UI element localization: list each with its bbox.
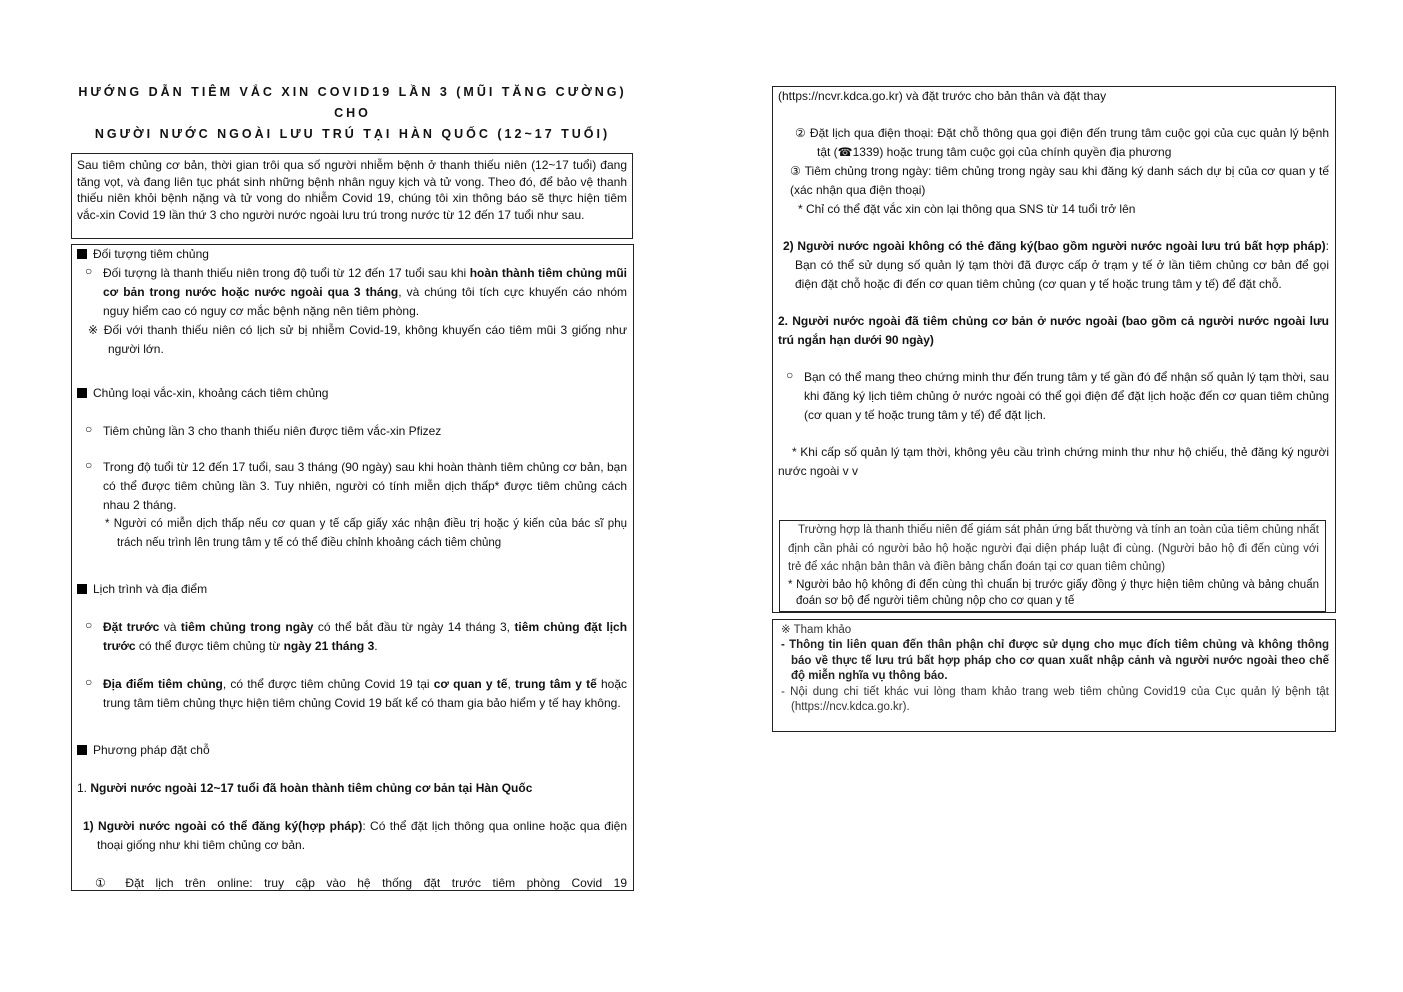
reference-heading: ※ Tham khảo <box>781 624 852 636</box>
intro-box <box>71 153 633 239</box>
square-bullet-icon <box>77 388 87 398</box>
circle-bullet-icon: ○ <box>85 458 93 472</box>
unregistered-heading: 2) Người nước ngoài không có thẻ đăng ký(bao gồm người nước ngoài lưu trú bất hợp pháp): Bạn có thể sử dụng số quản lý tạm thời đã được cấp ở trạm y tế ở lần tiêm chủng cơ bản để gọi điện đặt chỗ hoặc đi đến cơ quan tiêm chủng (cơ quan y tế hoặc trung tâm y tế) để đặt chỗ. <box>783 239 1329 291</box>
section-2-heading: 2. Người nước ngoài đã tiêm chủng cơ bản ở nước ngoài (bao gồm cả người nước ngoài lưu trú ngắn hạn dưới 90 ngày) <box>778 314 1329 347</box>
schedule-heading: Lịch trình và địa điểm <box>93 582 208 596</box>
schedule-bullet-2: Địa điểm tiêm chủng, có thể được tiêm chủng Covid 19 tại cơ quan y tế, trung tâm y tế hoặc trung tâm tiêm chủng thực hiện tiêm chủng Covid 19 bất kể có tham gia bảo hiểm y tế hay không. <box>103 677 628 710</box>
right-column-box <box>772 86 1336 613</box>
phone-booking: ② Đặt lịch qua điện thoại: Đặt chỗ thông qua gọi điện đến trung tâm cuộc gọi của cục quản lý bệnh tật (☎1339) hoặc trung tâm cuộc gọi của chính quyền địa phương <box>795 126 1329 159</box>
document-title <box>70 82 635 145</box>
square-bullet-icon <box>77 584 87 594</box>
guardian-box <box>779 520 1326 612</box>
circle-bullet-icon: ○ <box>786 368 794 382</box>
guardian-note: * Người bảo hộ không đi đến cùng thì chuẩn bị trước giấy đồng ý thực hiện tiêm chủng và bảng chuẩn đoán sơ bộ để người tiêm chủng nộp cho cơ quan y tế <box>788 578 1319 607</box>
target-note: ※ Đối với thanh thiếu niên có lịch sử bị nhiễm Covid-19, không khuyến cáo tiêm mũi 3 giống như người lớn. <box>88 323 627 356</box>
guardian-text: Trường hợp là thanh thiếu niên để giám sát phản ứng bất thường và tính an toàn của tiêm chủng nhất định cần phải có người bảo hộ hoặc người đại diện pháp luật đi cùng. (Người bảo hộ đi đến cùng với trẻ để xác nhận bản thân và điền bảng chẩn đoán tại cơ quan tiêm chủng) <box>788 524 1319 573</box>
section-2-bullet: Bạn có thể mang theo chứng minh thư đến trung tâm y tế gần đó để nhận số quản lý tạm thời, sau khi đăng ký lịch tiêm chủng ở nước ngoài có thể gọi điện để đặt lịch hoặc đến cơ quan tiêm chủng (cơ quan y tế hoặc trung tâm y tế) để đặt lịch. <box>804 370 1329 422</box>
vaccine-bullet-1: Tiêm chủng lần 3 cho thanh thiếu niên được tiêm vắc-xin Pfizez <box>103 424 442 438</box>
vaccine-section <box>77 384 627 553</box>
left-column-box <box>71 244 634 891</box>
sameday-booking: ③ Tiêm chủng trong ngày: tiêm chủng trong ngày sau khi đăng ký danh sách dự bị của cơ quan y tế (xác nhận qua điện thoại) <box>790 164 1329 197</box>
target-bullet-1: Đối tượng là thanh thiếu niên trong độ tuổi từ 12 đến 17 tuổi sau khi hoàn thành tiêm chủng mũi cơ bản trong nước hoặc nước ngoài qua 3 tháng, và chúng tôi tích cực khuyến cáo nhóm nguy hiểm cao có nguy cơ mắc bệnh nặng nên tiêm phòng. <box>103 266 627 318</box>
square-bullet-icon <box>77 249 87 259</box>
method-registered: 1) Người nước ngoài có thể đăng ký(hợp pháp): Có thể đặt lịch thông qua online hoặc qua điện thoại giống như khi tiêm chủng cơ bản. <box>83 819 627 852</box>
reference-item-1: - Thông tin liên quan đến thân phận chỉ được sử dụng cho mục đích tiêm chủng và không thông báo về thực tế lưu trú bất hợp pháp cho cơ quan xuất nhập cảnh và người nước ngoài theo chế độ miễn nghĩa vụ thông báo. <box>781 639 1329 682</box>
circle-bullet-icon: ○ <box>85 618 93 632</box>
reference-item-2: - Nội dung chi tiết khác vui lòng tham khảo trang web tiêm chủng Covid19 của Cục quản lý bệnh tật (https://ncv.kdca.go.kr). <box>781 685 1329 713</box>
title-line-1: HƯỚNG DẪN TIÊM VẮC XIN COVID19 LẦN 3 (MŨI TĂNG CƯỜNG) CHO <box>78 85 627 120</box>
reference-box <box>772 619 1336 732</box>
sns-note: * Chỉ có thể đặt vắc xin còn lại thông qua SNS từ 14 tuổi trở lên <box>798 202 1136 216</box>
title-line-2: NGƯỜI NƯỚC NGOÀI LƯU TRÚ TẠI HÀN QUỐC (12~17 TUỔI) <box>94 127 611 141</box>
method-section-1: 1. Người nước ngoài 12~17 tuổi đã hoàn thành tiêm chủng cơ bản tại Hàn Quốc <box>77 781 533 795</box>
vaccine-bullet-2: Trong độ tuổi từ 12 đến 17 tuổi, sau 3 tháng (90 ngày) sau khi hoàn thành tiêm chủng cơ bản, bạn có thể được tiêm chủng lần 3. Tuy nhiên, người có tính miễn dịch thấp* được tiêm chủng cách nhau 2 tháng. <box>103 460 627 512</box>
intro-text: Sau tiêm chủng cơ bản, thời gian trôi qua số người nhiễm bệnh ở thanh thiếu niên (12~17 tuổi) đang tăng vọt, và đang liên tục phát sinh những bệnh nhân nguy kịch và tử vong. Theo đó, để bảo vệ thanh thiếu niên khỏi bệnh nặng và tử vong do nhiễm Covid 19, chúng tôi xin thông báo sẽ thực hiện tiêm vắc-xin Covid 19 lần thứ 3 cho người nước ngoài lưu trú trong nước từ 12 đến 17 tuổi như sau. <box>77 158 627 222</box>
vaccine-heading: Chủng loại vắc-xin, khoảng cách tiêm chủng <box>93 386 329 400</box>
method-online: ① Đặt lịch trên online: truy cập vào hệ thống đặt trước tiêm phòng Covid 19 <box>95 876 627 890</box>
schedule-bullet-1: Đặt trước và tiêm chủng trong ngày có thể bắt đầu từ ngày 14 tháng 3, tiêm chủng đặt lịch trước có thể được tiêm chủng từ ngày 21 tháng 3. <box>103 620 628 653</box>
section-2-note: * Khi cấp số quản lý tạm thời, không yêu cầu trình chứng minh thư như hộ chiếu, thẻ đăng ký người nước ngoài v v <box>778 445 1329 478</box>
vaccine-note: * Người có miễn dịch thấp nếu cơ quan y tế cấp giấy xác nhận điều trị hoặc ý kiến của bác sĩ phụ trách nếu trình lên trung tâm y tế có thể điều chỉnh khoảng cách tiêm chủng <box>105 518 627 549</box>
target-section <box>77 245 627 359</box>
circle-bullet-icon: ○ <box>85 422 93 436</box>
target-heading: Đối tượng tiêm chủng <box>93 247 209 261</box>
circle-bullet-icon: ○ <box>85 675 93 689</box>
online-url-cont: (https://ncvr.kdca.go.kr) và đặt trước cho bản thân và đặt thay <box>778 89 1107 103</box>
circle-bullet-icon: ○ <box>85 264 93 278</box>
schedule-section <box>77 580 627 713</box>
square-bullet-icon <box>77 745 87 755</box>
method-heading: Phương pháp đặt chỗ <box>93 743 210 757</box>
method-section <box>77 741 627 891</box>
